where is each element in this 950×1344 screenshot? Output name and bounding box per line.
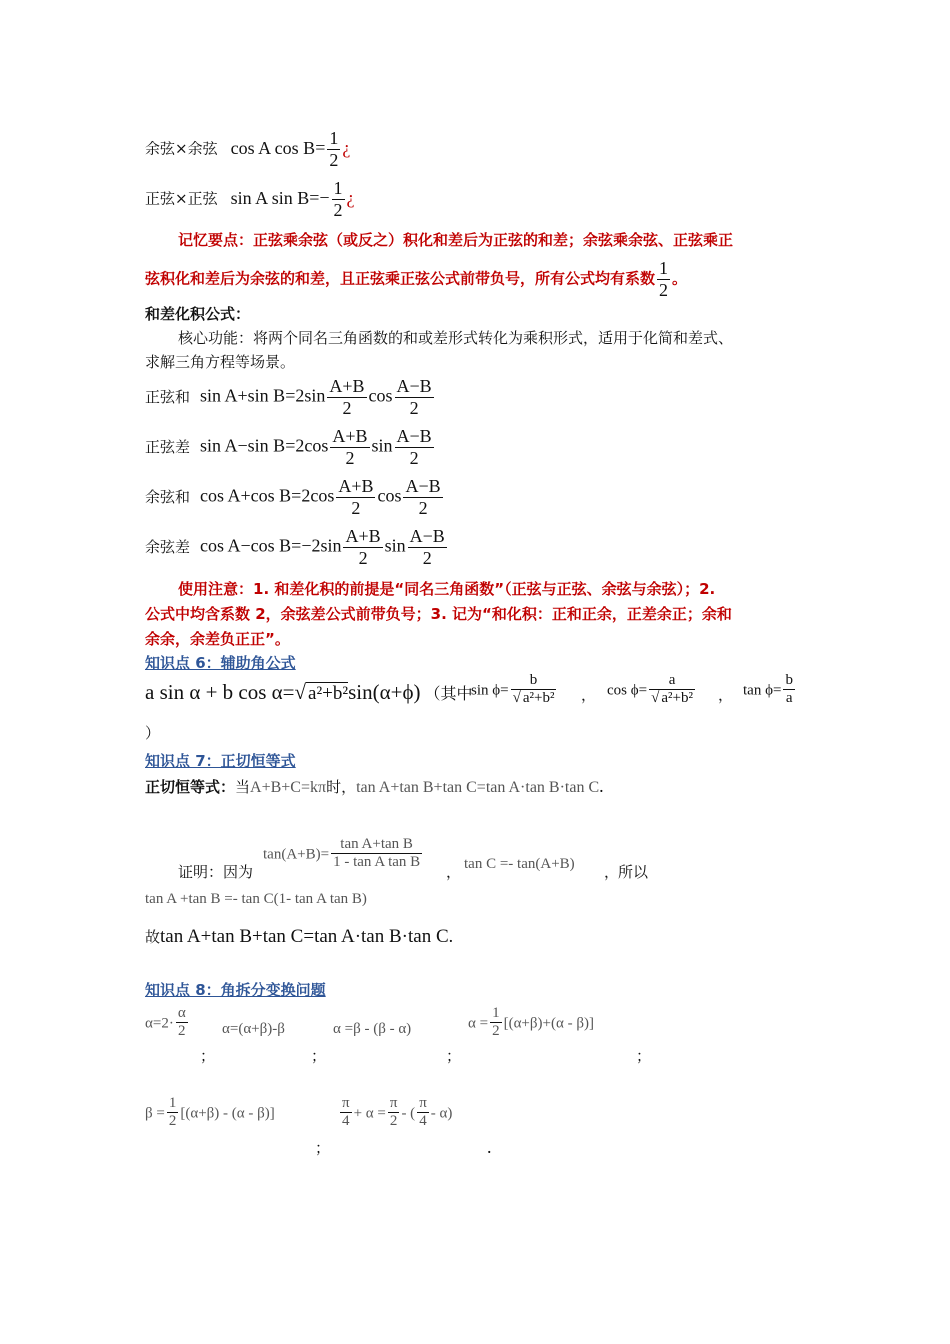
row-rhs-pre: =2sin (285, 385, 326, 406)
aux-rhs: sin(α+ϕ) (348, 680, 421, 704)
f4-pre: α = (468, 1015, 489, 1032)
f5-pre: β = (145, 1105, 165, 1122)
period: . (448, 926, 454, 946)
neg-sign: − (319, 187, 330, 208)
identity-condition: A+B+C=kπ (250, 779, 327, 796)
b-over-a: $\frac{b}{a}$ (785, 672, 793, 707)
identity-label: 正切恒等式： (145, 778, 236, 796)
final-identity: tan A+tan B+tan C=tan A·tan B·tan C (160, 926, 449, 947)
memory-tip-line1: 记忆要点：正弦乘余弦（或反之）积化和差后为正弦的和差；余弦乘余弦、正弦乘正 (178, 231, 734, 249)
eq-sign: = (282, 680, 295, 704)
tan-phi-def (743, 672, 797, 708)
semicolon: ； (311, 1047, 327, 1065)
sqrt-sign: √ (294, 680, 307, 704)
row-mid: sin (371, 435, 393, 456)
tan-sum-formula (263, 836, 424, 872)
proof-label: 证明：因为 (178, 863, 254, 881)
product-cos-lhs: cos A cos B (230, 137, 316, 158)
frac-a-minus-b: $\frac{A-B}{2}$ (396, 376, 432, 418)
row-lhs: sin A−sin B (200, 435, 286, 456)
proof-line2: tan A +tan B =- tan C(1- tan A tan B) (145, 891, 367, 907)
half: $\frac{1}{2}$ (168, 1095, 177, 1130)
row-mid: cos (368, 385, 393, 406)
comma: ， (446, 863, 462, 881)
f6-minus: - ( (401, 1105, 416, 1122)
row-mid: sin (384, 535, 406, 556)
frac-a-plus-b: $\frac{A+B}{2}$ (338, 476, 374, 518)
unknown-glyph: ¿ (342, 137, 351, 158)
memory-tip-line2: 弦积化和差后为余弦的和差，且正弦乘正弦公式前带负号，所有公式均有系数 $\frac{1}{2}$ 。 (145, 258, 688, 300)
a-over-root: $\frac{a}{\text{√ a²+b²}}$ (651, 672, 693, 707)
row-rhs-pre: =2cos (285, 435, 329, 456)
kp6-formula (145, 680, 473, 705)
paren-open: （其中 (424, 684, 473, 703)
eq-sign: = (315, 137, 326, 158)
sum-to-product-desc2: 求解三角方程等场景。 (145, 353, 296, 371)
cos-phi-label: cos ϕ= (607, 682, 648, 699)
row-label: 余弦差 (145, 537, 191, 556)
comma: ， (718, 686, 734, 704)
proof-conclusion (145, 926, 453, 948)
sin-phi-label: sin ϕ= (471, 682, 509, 699)
f5-post: [(α+β) - (α - β)] (180, 1105, 275, 1122)
shi: 时， (326, 778, 357, 796)
kp8-formula-3: α =β - (β - α) (333, 1021, 412, 1037)
f1-pre: α=2· (145, 1015, 174, 1032)
usage-note-line3: 余余，余差负正正”。 (145, 630, 290, 648)
product-sin-line (145, 178, 355, 220)
alpha-half: $\frac{\alpha}{2}$ (177, 1005, 186, 1040)
f6-end: - α) (430, 1105, 453, 1122)
sum-formula-row (145, 426, 436, 468)
kp8-heading: 知识点 8：角拆分变换问题 (145, 981, 326, 999)
usage-note-line1: 使用注意：1. 和差化积的前提是“同名三角函数”（正弦与正弦、余弦与余弦）；2. (178, 580, 716, 598)
pi-over-2: $\frac{\pi}{2}$ (389, 1095, 398, 1130)
coef-fraction: $\frac{1}{2}$ (659, 258, 669, 300)
sqrt-radicand: a²+b² (308, 683, 349, 704)
product-cos-line (145, 128, 350, 170)
product-sin-lhs: sin A sin B (230, 187, 310, 208)
semicolon: ； (446, 1047, 462, 1065)
f4-post: [(α+β)+(α - β)] (503, 1015, 594, 1032)
kp7-identity-line (145, 776, 604, 797)
comma: ， (581, 686, 597, 704)
frac-a-plus-b: $\frac{A+B}{2}$ (345, 526, 381, 568)
frac-a-plus-b: $\frac{A+B}{2}$ (329, 376, 365, 418)
kp8-formula-4 (468, 1005, 594, 1041)
tanC-expression: tan C =- tan(A+B) (464, 856, 575, 872)
frac-a-minus-b: $\frac{A-B}{2}$ (409, 526, 445, 568)
half-fraction: $\frac{1}{2}$ (329, 128, 339, 170)
suoyi: 所以 (618, 863, 649, 881)
sum-formula-row (145, 526, 449, 568)
f6-plus: + α = (353, 1105, 386, 1122)
pi-over-4: $\frac{\pi}{4}$ (419, 1095, 427, 1130)
row-label: 正弦和 (145, 387, 191, 406)
half: $\frac{1}{2}$ (492, 1005, 500, 1040)
semicolon: ； (200, 1047, 216, 1065)
unknown-glyph: ¿ (346, 187, 355, 208)
semicolon: ； (315, 1139, 331, 1157)
sum-to-product-heading: 和差化积公式： (145, 305, 251, 323)
kp8-formula-2: α=(α+β)-β (222, 1021, 285, 1037)
tan-sum-lhs: tan(A+B)= (263, 846, 330, 863)
row-mid: cos (377, 485, 402, 506)
usage-note-line2: 公式中均含系数 2，余弦差公式前带负号；3. 记为“和化积：正和正余，正差余正；余和 (145, 605, 732, 623)
tangent-identity: tan A+tan B+tan C=tan A·tan B·tan C (356, 779, 600, 796)
dot: . (599, 776, 604, 796)
sum-formula-row (145, 476, 445, 518)
eq-sign: = (309, 187, 320, 208)
cos-phi-def (607, 672, 697, 708)
kp8-formula-1 (145, 1005, 190, 1041)
kp6-heading: 知识点 6：辅助角公式 (145, 654, 296, 672)
row-lhs: sin A+sin B (200, 385, 286, 406)
tan-phi-label: tan ϕ= (743, 682, 782, 699)
sum-formula-row (145, 376, 436, 418)
sum-to-product-desc1: 核心功能：将两个同名三角函数的和或差形式转化为乘积形式，适用于化简和差式、 (178, 329, 734, 347)
aux-lhs: a sin α + b cos α (145, 680, 283, 704)
paren-close: ） (145, 724, 161, 742)
comma: ， (604, 863, 620, 881)
frac-a-minus-b: $\frac{A-B}{2}$ (405, 476, 441, 518)
when: 当 (235, 778, 251, 796)
product-sin-label: 正弦×正弦 (145, 189, 218, 208)
kp7-heading: 知识点 7：正切恒等式 (145, 752, 296, 770)
tan-sum-fraction: $\frac{\text{tan A+tan B}}{\text{1 - tan A tan B}}$ (333, 836, 421, 871)
b-over-root: $\frac{b}{\text{√ a²+b²}}$ (512, 672, 555, 707)
row-lhs: cos A+cos B (200, 485, 292, 506)
period: . (487, 1137, 492, 1157)
pi-over-4: $\frac{\pi}{4}$ (342, 1095, 350, 1130)
frac-a-plus-b: $\frac{A+B}{2}$ (332, 426, 368, 468)
product-cos-label: 余弦×余弦 (145, 139, 218, 158)
row-label: 正弦差 (145, 437, 191, 456)
semicolon: ； (636, 1047, 652, 1065)
sin-phi-def (471, 672, 558, 708)
row-lhs: cos A−cos B (200, 535, 292, 556)
frac-a-minus-b: $\frac{A-B}{2}$ (396, 426, 432, 468)
kp8-formula-6 (338, 1095, 452, 1131)
row-rhs-pre: =2cos (291, 485, 335, 506)
row-rhs-pre: =−2sin (291, 535, 342, 556)
gu: 故 (145, 928, 161, 946)
kp8-formula-5 (145, 1095, 275, 1131)
row-label: 余弦和 (145, 487, 191, 506)
half-fraction: $\frac{1}{2}$ (333, 178, 343, 220)
